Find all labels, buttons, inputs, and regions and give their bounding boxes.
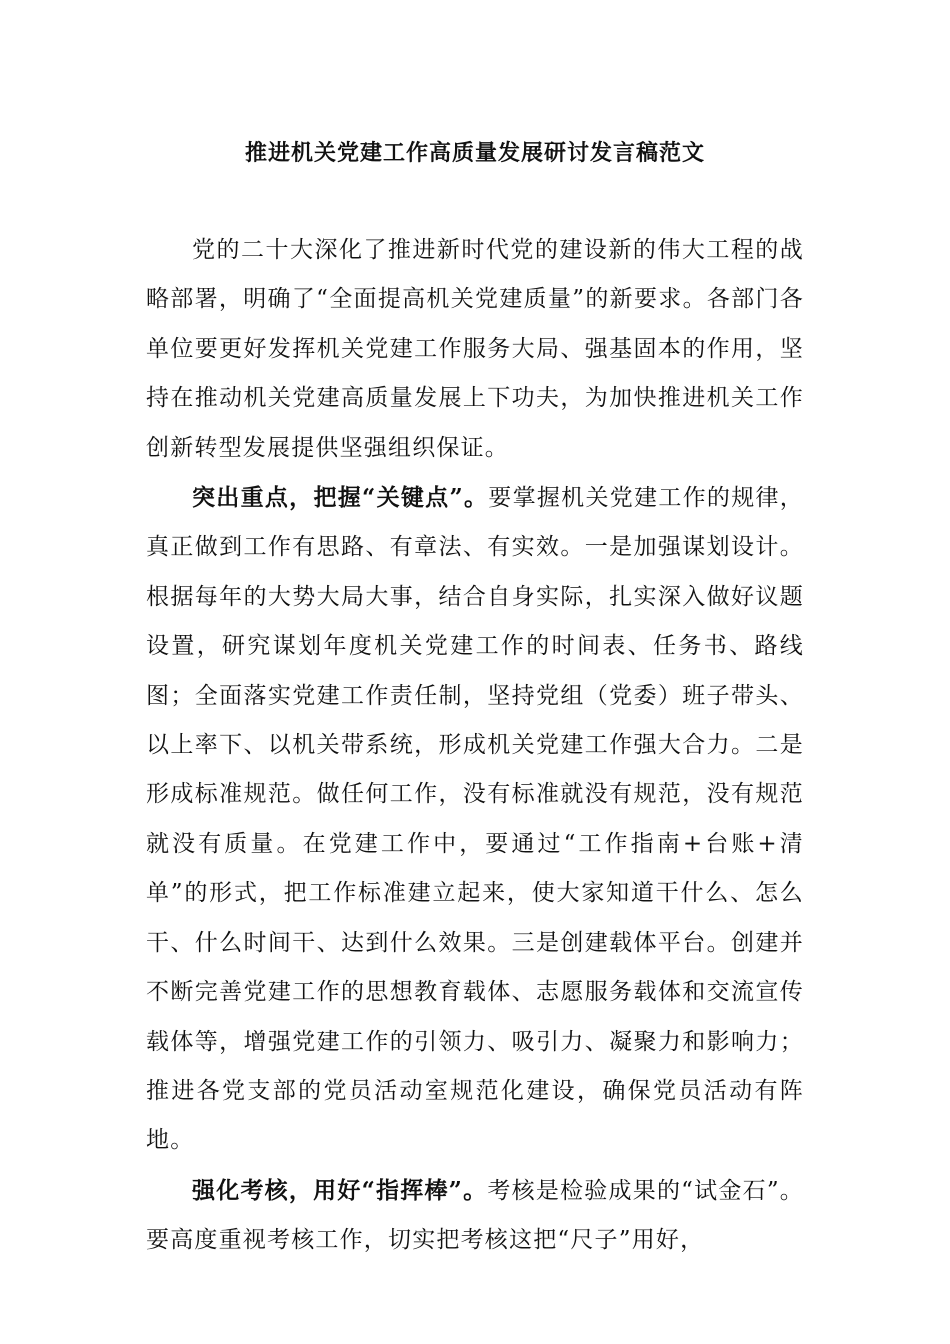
paragraph-assessment-text: 考核是检验成果的“试金石”。要高度重视考核工作，切实把考核这把“尺子”用好， (146, 1177, 804, 1254)
paragraph-key-points-text: 要掌握机关党建工作的规律，真正做到工作有思路、有章法、有实效。一是加强谋划设计。根据每年的大势大局大事，结合自身实际，扎实深入做好议题设置，研究谋划年度机关党建工作的时间表、任务书、路线图；全面落实党建工作责任制，坚持党组（党委）班子带头、以上率下、以机关带系统，形成机关党建工作强大合力。二是形成标准规范。做任何工作，没有标准就没有规范，没有规范就没有质量。在党建工作中，要通过“工作指南+台账+清单”的形式，把工作标准建立起来，使大家知道干什么、怎么干、什么时间干、达到什么效果。三是创建载体平台。创建并不断完善党建工作的思想教育载体、志愿服务载体和交流宣传载体等，增强党建工作的引领力、吸引力、凝聚力和影响力；推进各党支部的党员活动室规范化建设，确保党员活动有阵地。 (146, 485, 804, 1154)
paragraph-intro-text: 党的二十大深化了推进新时代党的建设新的伟大工程的战略部署，明确了“全面提高机关党建质量”的新要求。各部门各单位要更好发挥机关党建工作服务大局、强基固本的作用，坚持在推动机关党建高质量发展上下功夫，为加快推进机关工作创新转型发展提供坚强组织保证。 (146, 237, 804, 461)
paragraph-intro (146, 226, 804, 473)
paragraph-assessment-heading: 强化考核，用好“指挥棒”。 (192, 1176, 488, 1204)
paragraph-assessment (146, 1166, 804, 1266)
paragraph-key-points-heading: 突出重点，把握“关键点”。 (192, 484, 489, 512)
document-title: 推进机关党建工作高质量发展研讨发言稿范文 (244, 140, 705, 166)
paragraph-key-points (146, 473, 804, 1166)
document-body (146, 226, 804, 1266)
